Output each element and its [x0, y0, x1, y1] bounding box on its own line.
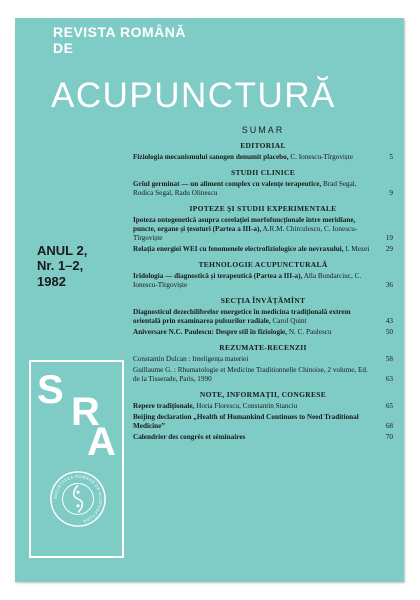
toc-entry-authors: I. Mezei — [343, 245, 370, 253]
toc-entry-authors: A.R.M. Chirculescu, C. Ionescu-Tîrgoviște — [133, 225, 358, 242]
toc-entry-page: 70 — [385, 433, 393, 441]
issue-year-label: ANUL 2, — [37, 243, 88, 258]
toc-entry-title: Grîul germinat — un aliment complex cu valențe terapeutice, — [133, 180, 322, 188]
journal-cover — [15, 18, 404, 582]
toc-entry-title: Aniversare N.C. Paulescu: Despre stil în fiziologie, — [133, 328, 288, 336]
toc-entry-page: 63 — [385, 375, 393, 383]
toc-entry-title: Fiziologia mecanismului sanogen denumit placebo, — [133, 153, 289, 161]
toc-section-title: SECȚIA ÎNVĂȚĂMÎNT — [220, 296, 306, 305]
sra-letter-r: R — [71, 390, 100, 434]
toc-entry — [133, 366, 393, 384]
toc-entry-title: Iridologia — diagnostică și terapeutică (Partea a III-a), — [133, 272, 303, 280]
toc-entry-title: Ipoteza ontogenetică asupra corelației morfofuncționale între meridiane, puncte, organe și țesuturi (Partea a III-a), — [133, 216, 356, 233]
toc-entry-authors: Guillaume G. : Rhumatologie et Medicine Traditionnelle Chinoise, 2 volume, Ed. de la Tisserade, Paris, 1990 — [133, 366, 368, 383]
toc-entry-title: Relația energiei WEI cu fenomenele electrofiziologice ale nevraxului, — [133, 245, 344, 253]
toc-entry — [133, 153, 393, 162]
toc-entry — [133, 216, 393, 243]
toc-section-title: EDITORIAL — [240, 141, 286, 150]
toc-entry — [133, 308, 393, 326]
toc-entry-title: Calendrier des congrès et séminaires — [133, 433, 246, 441]
toc-entry-page: 43 — [385, 317, 393, 325]
toc-entry-page: 29 — [385, 245, 393, 253]
toc-entry — [133, 272, 393, 290]
toc-section-title: STUDII CLINICE — [230, 168, 295, 177]
toc-entry-title: Beijing declaration „Health of Humankind Continues to Need Traditional Medicine” — [133, 413, 359, 430]
toc-section-title: TEHNOLOGIE ACUPUNCTURALĂ — [198, 260, 328, 269]
toc-entry — [133, 355, 393, 364]
toc-sections — [133, 141, 393, 442]
toc-entry — [133, 433, 393, 442]
masthead-line1: REVISTA ROMÂNĂ — [53, 24, 186, 40]
toc-entry-authors: Brad Segal, Rodica Segal, Radu Olinescu — [133, 180, 357, 197]
toc-entry-authors: N. C. Paulescu — [287, 328, 332, 336]
toc-section-title: REZUMATE-RECENZII — [219, 343, 307, 352]
toc-entry — [133, 245, 393, 254]
toc-entry-page: 68 — [385, 422, 393, 430]
sra-logo — [29, 360, 124, 558]
issue-number: Nr. 1–2, — [37, 258, 84, 273]
toc-entry-page: 50 — [385, 328, 393, 336]
toc-entry — [133, 328, 393, 337]
toc-heading: SUMAR — [241, 125, 285, 135]
seal-text: SOCIETATEA ROMÂNĂ DE ACUPUNCTURĂ — [52, 473, 104, 524]
journal-title: ACUPUNCTURĂ — [51, 76, 336, 115]
toc-entry-page: 9 — [389, 189, 393, 197]
toc-entry-page: 65 — [385, 402, 393, 410]
issue-year: 1982 — [37, 274, 66, 289]
toc-entry-authors: Constantin Dulcan : Inteligența materiei — [133, 355, 249, 363]
toc-entry-page: 58 — [385, 355, 393, 363]
toc-entry — [133, 180, 393, 198]
toc-entry-page: 36 — [385, 281, 393, 289]
toc-entry — [133, 413, 393, 431]
toc-entry-title: Repere tradiționale, — [133, 402, 195, 410]
table-of-contents — [133, 126, 393, 444]
toc-entry-page: 5 — [389, 153, 393, 161]
toc-entry — [133, 402, 393, 411]
masthead-line2: DE — [53, 40, 74, 56]
toc-entry-page: 19 — [385, 234, 393, 242]
toc-entry-authors: C. Ionescu-Tîrgoviște — [288, 153, 353, 161]
toc-entry-authors: Carol Quint — [270, 317, 307, 325]
toc-section-title: NOTE, INFORMAȚII, CONGRESE — [199, 390, 327, 399]
society-seal-icon — [49, 470, 107, 528]
sra-letter-a: A — [87, 420, 116, 464]
toc-entry-title: Diagnosticul dezechilibrelor energetice în medicina tradițională extrem orientală prin examinarea pulsurilor radiale, — [133, 308, 351, 325]
toc-entry-authors: Alla Bondarciuc, C. Ionescu-Tîrgoviște — [133, 272, 362, 289]
toc-section-title: IPOTEZE ȘI STUDII EXPERIMENTALE — [189, 204, 337, 213]
toc-entry-authors: Horia Florescu, Constantin Stanciu — [194, 402, 298, 410]
sra-letter-s: S — [37, 368, 64, 412]
